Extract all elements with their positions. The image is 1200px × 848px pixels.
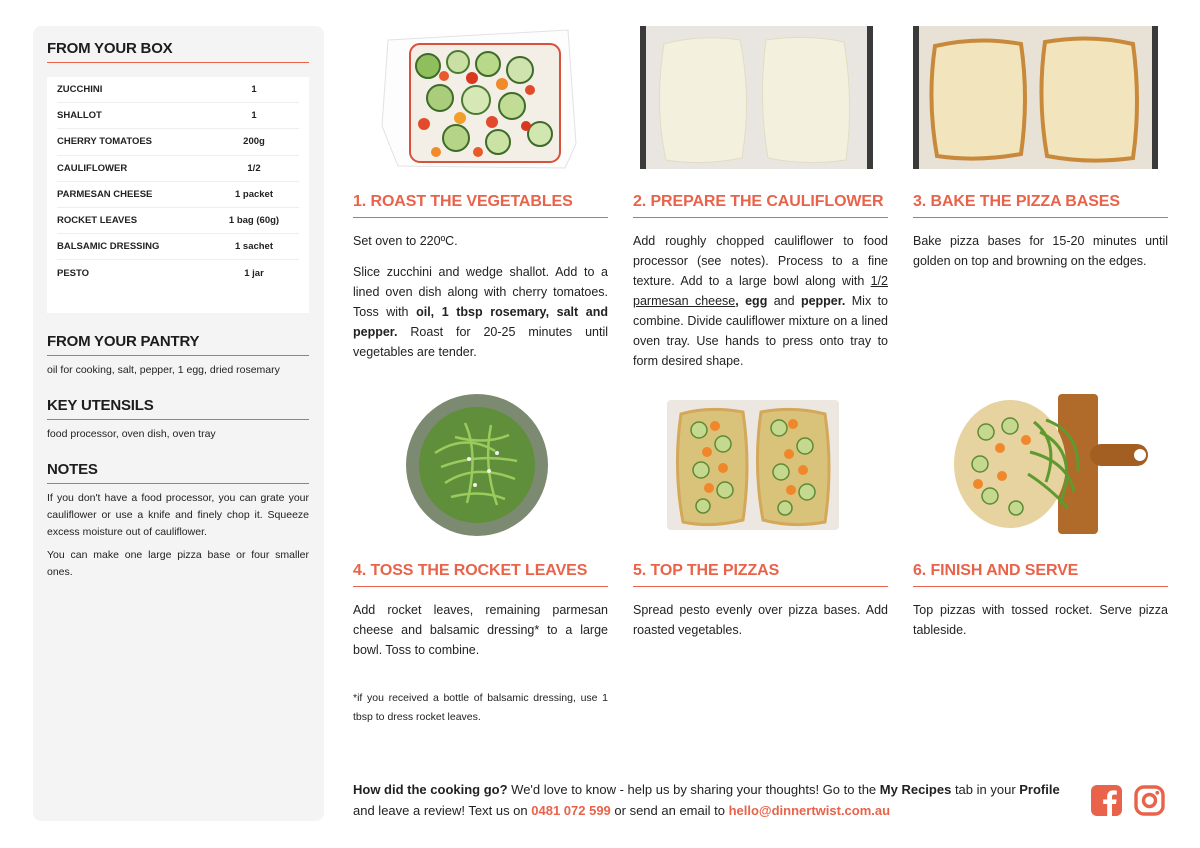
feedback-footer bbox=[353, 779, 1078, 821]
ingredient-qty: 1 jar bbox=[244, 267, 264, 279]
ingredient-row bbox=[57, 103, 299, 129]
ingredient-row bbox=[57, 77, 299, 103]
phone-link[interactable]: 0481 072 599 bbox=[531, 803, 611, 818]
step-5-title: 5. TOP THE PIZZAS bbox=[633, 562, 888, 587]
ingredient-row bbox=[57, 156, 299, 182]
step-2-text-part: and bbox=[767, 294, 801, 308]
email-link[interactable]: hello@dinnertwist.com.au bbox=[728, 803, 891, 818]
notes-paragraph: You can make one large pizza base or four smaller ones. bbox=[47, 549, 309, 578]
pantry-section bbox=[47, 333, 309, 379]
notes-title: NOTES bbox=[47, 461, 309, 484]
step-4 bbox=[353, 562, 608, 727]
cauliflower-bases-raw-photo bbox=[640, 26, 873, 169]
ingredient-row bbox=[57, 182, 299, 208]
footer-text: and leave a review! Text us on bbox=[353, 803, 532, 818]
box-title: FROM YOUR BOX bbox=[47, 40, 309, 63]
step-2-text-part: Mix to combine. Divide cauliflower mixture on a lined oven tray. Use hands to press onto tray to form desired shape. bbox=[633, 294, 888, 368]
step-3 bbox=[913, 193, 1168, 271]
sidebar bbox=[33, 26, 324, 821]
ingredient-name: CHERRY TOMATOES bbox=[57, 136, 153, 148]
pantry-text: oil for cooking, salt, pepper, 1 egg, dried rosemary bbox=[47, 364, 280, 376]
step-5-text: Spread pesto evenly over pizza bases. Add roasted vegetables. bbox=[633, 603, 888, 637]
ingredient-qty: 1 sachet bbox=[234, 241, 274, 253]
step-6-text: Top pizzas with tossed rocket. Serve pizza tableside. bbox=[913, 603, 1168, 637]
step-2-bold: egg bbox=[745, 294, 768, 308]
ingredient-name: SHALLOT bbox=[57, 110, 102, 122]
step-2-title: 2. PREPARE THE CAULIFLOWER bbox=[633, 193, 888, 218]
step-1-bold: oil, 1 tbsp rosemary, salt and pepper. bbox=[353, 305, 608, 339]
step-1-title: 1. ROAST THE VEGETABLES bbox=[353, 193, 608, 218]
footer-text: or send an email to bbox=[610, 803, 729, 818]
step-1 bbox=[353, 193, 608, 362]
notes-paragraph: If you don't have a food processor, you can grate your cauliflower or use a knife and finely chop it. Squeeze excess moisture out of cauliflower. bbox=[47, 492, 309, 538]
footer-text: We'd love to know - help us by sharing your thoughts! Go to the bbox=[507, 782, 880, 797]
step-1-text-part: Slice zucchini and wedge shallot. Add to a lined oven dish along with cherry tomatoes. Toss with bbox=[353, 265, 608, 319]
ingredient-qty: 1 bbox=[251, 84, 257, 96]
ingredient-name: PESTO bbox=[57, 267, 90, 279]
cauliflower-bases-baked-photo bbox=[913, 26, 1158, 169]
profile-link[interactable]: Profile bbox=[1019, 782, 1060, 797]
pantry-title: FROM YOUR PANTRY bbox=[47, 333, 309, 356]
footer-question: How did the cooking go? bbox=[353, 782, 508, 797]
ingredient-name: CAULIFLOWER bbox=[57, 162, 128, 174]
step-6-title: 6. FINISH AND SERVE bbox=[913, 562, 1168, 587]
step-2-text-part: Add roughly chopped cauliflower to food processor (see notes). Process to a fine texture. Add to a large bowl along with bbox=[633, 234, 888, 288]
roasted-vegetables-photo bbox=[380, 26, 580, 171]
utensils-text: food processor, oven dish, oven tray bbox=[47, 428, 216, 440]
ingredient-name: ROCKET LEAVES bbox=[57, 215, 138, 227]
ingredient-qty: 1/2 bbox=[247, 162, 261, 174]
step-2-bold: pepper. bbox=[800, 294, 846, 308]
ingredient-row bbox=[57, 208, 299, 234]
topped-pizzas-photo bbox=[665, 398, 841, 532]
utensils-title: KEY UTENSILS bbox=[47, 397, 309, 420]
ingredient-row bbox=[57, 234, 299, 260]
facebook-icon[interactable] bbox=[1091, 785, 1122, 821]
ingredient-row bbox=[57, 260, 299, 286]
finished-pizza-board-photo bbox=[950, 392, 1160, 537]
step-1-text: Set oven to 220ºC. bbox=[353, 234, 458, 248]
instagram-icon[interactable] bbox=[1134, 785, 1165, 821]
ingredient-row bbox=[57, 129, 299, 155]
step-2-bold: , bbox=[735, 294, 746, 308]
step-3-text: Bake pizza bases for 15-20 minutes until golden on top and browning on the edges. bbox=[913, 234, 1168, 268]
ingredient-name: BALSAMIC DRESSING bbox=[57, 241, 160, 253]
footer-text: tab in your bbox=[951, 782, 1020, 797]
step-2-underlined: 1/2 parmesan cheese bbox=[633, 274, 888, 308]
step-4-title: 4. TOSS THE ROCKET LEAVES bbox=[353, 562, 608, 587]
step-5 bbox=[633, 562, 888, 640]
ingredient-qty: 1 bag (60g) bbox=[228, 215, 280, 227]
notes-section bbox=[47, 461, 309, 581]
ingredient-name: ZUCCHINI bbox=[57, 84, 103, 96]
step-4-footnote: *if you received a bottle of balsamic dressing, use 1 tbsp to dress rocket leaves. bbox=[353, 692, 608, 723]
step-4-text: Add rocket leaves, remaining parmesan cheese and balsamic dressing* to a large bowl. Toss to combine. bbox=[353, 603, 608, 657]
ingredient-name: PARMESAN CHEESE bbox=[57, 188, 153, 200]
step-3-title: 3. BAKE THE PIZZA BASES bbox=[913, 193, 1168, 218]
ingredient-qty: 1 bbox=[251, 110, 257, 122]
ingredient-qty: 1 packet bbox=[234, 188, 274, 200]
box-ingredients-table bbox=[47, 77, 309, 313]
step-1-text bbox=[353, 262, 608, 362]
rocket-bowl-photo bbox=[405, 393, 549, 537]
step-2 bbox=[633, 193, 888, 371]
step-1-text-part: Roast for 20-25 minutes until vegetables are tender. bbox=[353, 325, 608, 359]
ingredient-qty: 200g bbox=[243, 136, 265, 148]
my-recipes-link[interactable]: My Recipes bbox=[879, 782, 952, 797]
step-6 bbox=[913, 562, 1168, 640]
utensils-section bbox=[47, 397, 309, 443]
step-2-text bbox=[633, 231, 888, 371]
